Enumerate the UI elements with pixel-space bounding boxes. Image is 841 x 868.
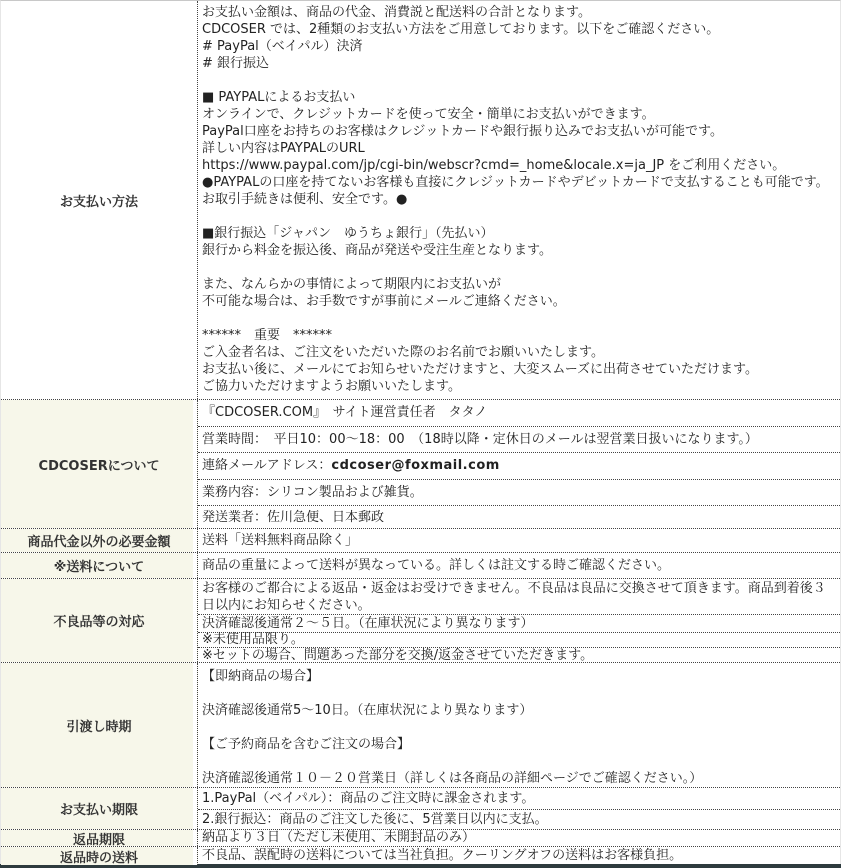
sub-row-list <box>198 788 840 829</box>
sub-row <box>198 830 840 846</box>
sub-row-text: ※セットの場合、問題あった部分を交換/返金させていただきます。 <box>202 647 594 663</box>
sub-row <box>198 553 840 578</box>
text-line: ご協力いただけますようお願いいたします。 <box>202 379 461 394</box>
sub-row <box>198 788 840 809</box>
sub-row-list <box>198 830 840 846</box>
text-line <box>202 685 838 702</box>
text-line: 決済確認後通常１０－２０営業日（詳しくは各商品の詳細ページでご確認ください。） <box>202 771 703 786</box>
sub-row-text: 業務内容：シリコン製品および雑貨。 <box>202 484 423 500</box>
row-header: お支払い期限 <box>1 788 198 829</box>
row-content <box>198 788 840 829</box>
text-line <box>202 259 838 276</box>
sub-row <box>198 529 840 552</box>
table-row <box>1 552 840 578</box>
row-header: 商品代金以外の必要金額 <box>1 529 198 552</box>
text-line: お取引手続きは便利、安全です。● <box>202 192 408 207</box>
sub-row <box>198 579 840 614</box>
text-line: また、なんらかの事情によって期限内にお支払いが <box>202 277 502 292</box>
text-line: 【即納商品の場合】 <box>202 669 320 684</box>
text-line: お支払い金額は、商品の代金、消費説と配送料の合計となります。 <box>202 5 591 20</box>
table-row <box>1 846 840 865</box>
sub-row-text: 2.銀行振込：商品のご注文した後に、5営業日以内に支払。 <box>202 812 548 827</box>
text-line <box>202 208 838 225</box>
text-line: 不可能な場合は、お手数ですが事前にメールご連絡ください。 <box>202 294 566 309</box>
row-header: CDCOSERについて <box>1 400 198 528</box>
text-line: ■銀行振込「ジャパン ゆうちょ銀行」（先払い） <box>202 226 494 241</box>
table-row <box>1 578 840 662</box>
sub-row <box>198 426 840 452</box>
sub-row-text: 営業時間： 平日10：00～18：00 （18時以降・定休日のメールは翌営業日扱いになります。） <box>202 431 758 447</box>
row-header: お支払い方法 <box>1 1 198 399</box>
sub-row-text: 1.PayPal（ベイパル）：商品のご注文時に課金されます。 <box>202 790 535 806</box>
sub-row <box>198 847 840 865</box>
text-line: オンラインで、クレジットカードを使って安全・簡単にお支払いができます。 <box>202 107 655 122</box>
row-content <box>198 553 840 578</box>
text-line: # 銀行振込 <box>202 56 270 71</box>
row-header: 返品時の送料 <box>1 847 198 865</box>
text-line: お支払い後に、メールにてお知らせいただけますと、大変スムーズに出荷させていただけます。 <box>202 362 759 377</box>
text-block <box>198 1 840 395</box>
text-block <box>198 663 840 787</box>
sub-row-text: 発送業者：佐川急便、日本郵政 <box>202 509 385 525</box>
sub-row <box>198 505 840 529</box>
text-line: 【ご予約商品を含むご注文の場合】 <box>202 737 411 752</box>
row-header: 引渡し時期 <box>1 663 198 787</box>
row-content <box>198 847 840 865</box>
sub-row <box>198 647 840 663</box>
row-content <box>198 663 840 787</box>
table-row <box>1 1 840 399</box>
text-line: ****** 重要 ****** <box>202 328 333 343</box>
text-line: # PayPal（ベイパル）決済 <box>202 39 363 54</box>
text-line <box>202 310 838 327</box>
text-line: PayPal口座をお持ちのお客様はクレジットカードや銀行振り込みでお支払いが可能です。 <box>202 124 723 139</box>
row-content <box>198 1 840 399</box>
sub-row-text: 納品より３日（ただし未使用、未開封品のみ） <box>202 830 476 845</box>
text-line: ■ PAYPALによるお支払い <box>202 90 356 105</box>
row-content <box>198 579 840 662</box>
sub-row <box>198 614 840 632</box>
sub-row-text: お客様のご都合による返品・返金はお受けできません。不良品は良品に交換させて頂きます。商品到着後３日以内にお知らせください。 <box>202 581 826 613</box>
text-line: 詳しい内容はPAYPALのURL <box>202 141 365 156</box>
text-line <box>202 753 838 770</box>
sub-row-text: 連絡メールアドレス： <box>202 458 332 473</box>
sub-row <box>198 809 840 830</box>
text-line <box>202 72 838 89</box>
row-header: 不良品等の対応 <box>1 579 198 662</box>
sub-row-text: ※未使用品限り。 <box>202 632 304 647</box>
sub-row-list <box>198 529 840 552</box>
text-line <box>202 719 838 736</box>
sub-row-list <box>198 847 840 865</box>
row-content <box>198 400 840 528</box>
sub-row-list <box>198 579 840 662</box>
sub-row-list <box>198 400 840 528</box>
sub-row-text: 不良品、誤配時の送料については当社負担。クーリングオフの送料はお客様負担。 <box>202 848 683 863</box>
row-content <box>198 830 840 846</box>
sub-row <box>198 452 840 479</box>
row-header: ※送料について <box>1 553 198 578</box>
sub-row <box>198 632 840 647</box>
sub-row-text: 送料「送料無料商品除く」 <box>202 532 359 548</box>
row-header: 返品期限 <box>1 830 198 846</box>
row-content <box>198 529 840 552</box>
sub-row <box>198 479 840 505</box>
text-line: 銀行から料金を振込後、商品が発送や受注生産となります。 <box>202 243 552 258</box>
table-row <box>1 829 840 846</box>
table-row <box>1 787 840 829</box>
text-line: ご入金者名は、ご注文をいただいた際のお名前でお願いいたします。 <box>202 345 604 360</box>
table-row <box>1 399 840 528</box>
text-line: 決済確認後通常5～10日。（在庫状況により異なります） <box>202 703 533 718</box>
table-row <box>1 662 840 787</box>
sub-row-list <box>198 553 840 578</box>
sub-row <box>198 400 840 426</box>
contact-email: cdcoser@foxmail.com <box>331 458 500 473</box>
sub-row-text: 商品の重量によって送料が異なっている。詳しくは註文する時ご確認ください。 <box>202 557 671 573</box>
sub-row-text: 決済確認後通常２～５日。（在庫状況により異なります） <box>202 615 534 631</box>
sub-row-text: 『CDCOSER.COM』 サイト運営責任者 タタノ <box>202 405 488 420</box>
table-row <box>1 528 840 552</box>
paypal-url-text: https://www.paypal.com/jp/cgi-bin/webscr?cmd=_home&locale.x=ja_JP をご利用ください。 <box>202 158 786 173</box>
text-line: ●PAYPALの口座を持てないお客様も直接にクレジットカードやデビットカードで支払することも可能です。 <box>202 175 829 190</box>
text-line: CDCOSER では、2種類のお支払い方法をご用意しております。以下をご確認ください。 <box>202 22 720 37</box>
